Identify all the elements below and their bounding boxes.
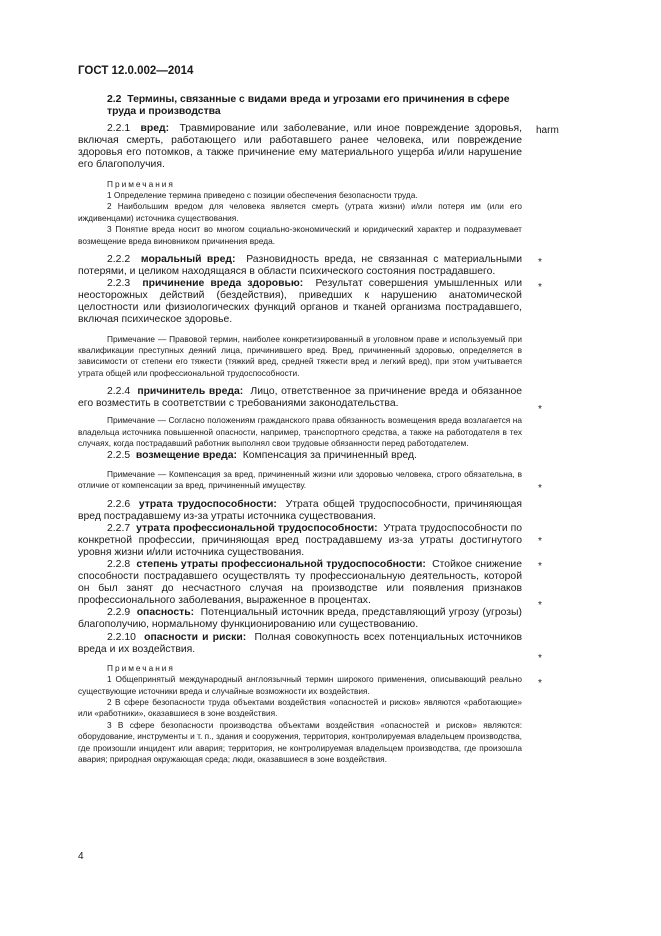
term-2-2-7: 2.2.7 утрата профессиональной трудоспособности: Утрата трудоспособности по конкретной профессии, причиняющая вред пострадавшему из-за утраты достигнутого уровня жизни и/или источника существования. xyxy=(78,522,523,558)
document-header: ГОСТ 12.0.002—2014 xyxy=(78,65,194,77)
term-2-2-5: 2.2.5 возмещение вреда: Компенсация за причиненный вред. xyxy=(107,449,417,461)
english-equivalent: harm xyxy=(536,125,559,136)
notes-label: Примечания xyxy=(107,178,175,189)
english-term-marker: * xyxy=(538,257,542,268)
english-term-marker: * xyxy=(538,404,542,415)
term-2-2-9: 2.2.9 опасность: Потенциальный источник вреда, представляющий угрозу (угрозы) благополучию, нормальному функционированию или существованию. xyxy=(78,607,522,631)
term-2-2-8: 2.2.8 степень утраты профессиональной трудоспособности: Стойкое снижение способности пострадавшего осуществлять ту профессиональную деятельность, которой он был занят до несчастного случая на производстве или появления признаков профессионального заболевания, выраженное в процентах. xyxy=(78,558,523,607)
note-2-2-3: Примечание — Правовой термин, наиболее конкретизированный в уголовном праве и используемый при квалификации преступных деяний лица, причинившего вред. Вред, причиненный здоровью, определяется в зависимости от степени его тяжести (тяжкий вред, средней тяжести вред и легкий вред), при этом учитывается утрата общей или профессиональной трудоспособности. xyxy=(78,333,522,378)
note-2-2-5: Примечание — Компенсация за вред, причиненный жизни или здоровью человека, строго обязательна, в отличие от компенсации за вред, причиненный имуществу. xyxy=(78,468,522,491)
note-item: 2 В сфере безопасности труда объектами воздействия «опасностей и рисков» являются «работающие» или «работники», оказавшиеся в зоне воздействия. xyxy=(78,696,522,719)
page-number: 4 xyxy=(78,851,84,862)
english-term-marker: * xyxy=(538,282,542,293)
english-term-marker: * xyxy=(538,536,542,547)
english-term-marker: * xyxy=(538,600,542,611)
note-item: 2 Наибольшим вредом для человека является смерть (утрата жизни) и/или потеря им (или его иждивенцами) источника существования. xyxy=(78,201,522,223)
note-item: 1 Общепринятый международный англоязычный термин широкого применения, описывающий реально существующие источники вреда и случайные возможности их воздействия. xyxy=(78,674,522,696)
note-item: 3 В сфере безопасности производства объектами воздействия «опасностей и рисков» являются: оборудование, инструменты и т. п., здания и сооружения, территория, контролируемая владельцем производства, где произошли инцидент или авария; территория, не контролируемая владельцем производства, где произошла авария; природная окружающая среда; люди, оказавшиеся в зоне воздействия. xyxy=(78,719,522,764)
english-term-marker: * xyxy=(538,483,542,494)
note-item: 1 Определение термина приведено с позиции обеспечения безопасности труда. xyxy=(107,189,418,200)
notes-label: Примечания xyxy=(107,662,175,673)
term-2-2-4: 2.2.4 причинитель вреда: Лицо, ответственное за причинение вреда и обязанное его возместить в соответствии с требованиями законодательства. xyxy=(78,386,523,410)
term-2-2-2: 2.2.2 моральный вред: Разновидность вреда, не связанная с материальными потерями, и целиком находящаяся в области психического состояния пострадавшего. xyxy=(78,254,522,278)
term-2-2-6: 2.2.6 утрата трудоспособности: Утрата общей трудоспособности, причиняющая вред пострадавшему из-за утраты источника существования. xyxy=(78,498,522,522)
section-heading: 2.2 Термины, связанные с видами вреда и угрозами его причинения в сфере труда и производства xyxy=(107,94,510,118)
term-2-2-3: 2.2.3 причинение вреда здоровью: Результат совершения умышленных или неосторожных действий (бездействия), приведших к нарушению анатомической целостности или физиологических функций органов и тканей организма пострадавшего, включая психическое здоровье. xyxy=(78,278,523,326)
english-term-marker: * xyxy=(538,653,542,664)
note-2-2-4: Примечание — Согласно положениям гражданского права обязанность возмещения вреда возлагается на владельца источника повышенной опасности, например, транспортного средства, а также на работодателя в тех случаях, когда пострадавший работник выполнял свои трудовые обязанности перед работодателем. xyxy=(78,415,522,449)
english-term-marker: * xyxy=(538,561,542,572)
term-2-2-10: 2.2.10 опасности и риски: Полная совокупность всех потенциальных источников вреда и их воздействия. xyxy=(78,631,522,655)
term-2-2-1: 2.2.1 вред: Травмирование или заболевание, или иное повреждение здоровья, включая смерть, работающего или работавшего ранее человека, или повреждение здоровья его потомков, а также причинение ему материального ущерба и/или нарушение его благополучия. xyxy=(78,123,523,171)
main-content xyxy=(78,94,522,765)
english-term-marker: * xyxy=(538,678,542,689)
note-item: 3 Понятие вреда носит во многом социально-экономический и юридический характер и подразумевает возмещение вреда виновником причинения вреда. xyxy=(78,224,522,246)
